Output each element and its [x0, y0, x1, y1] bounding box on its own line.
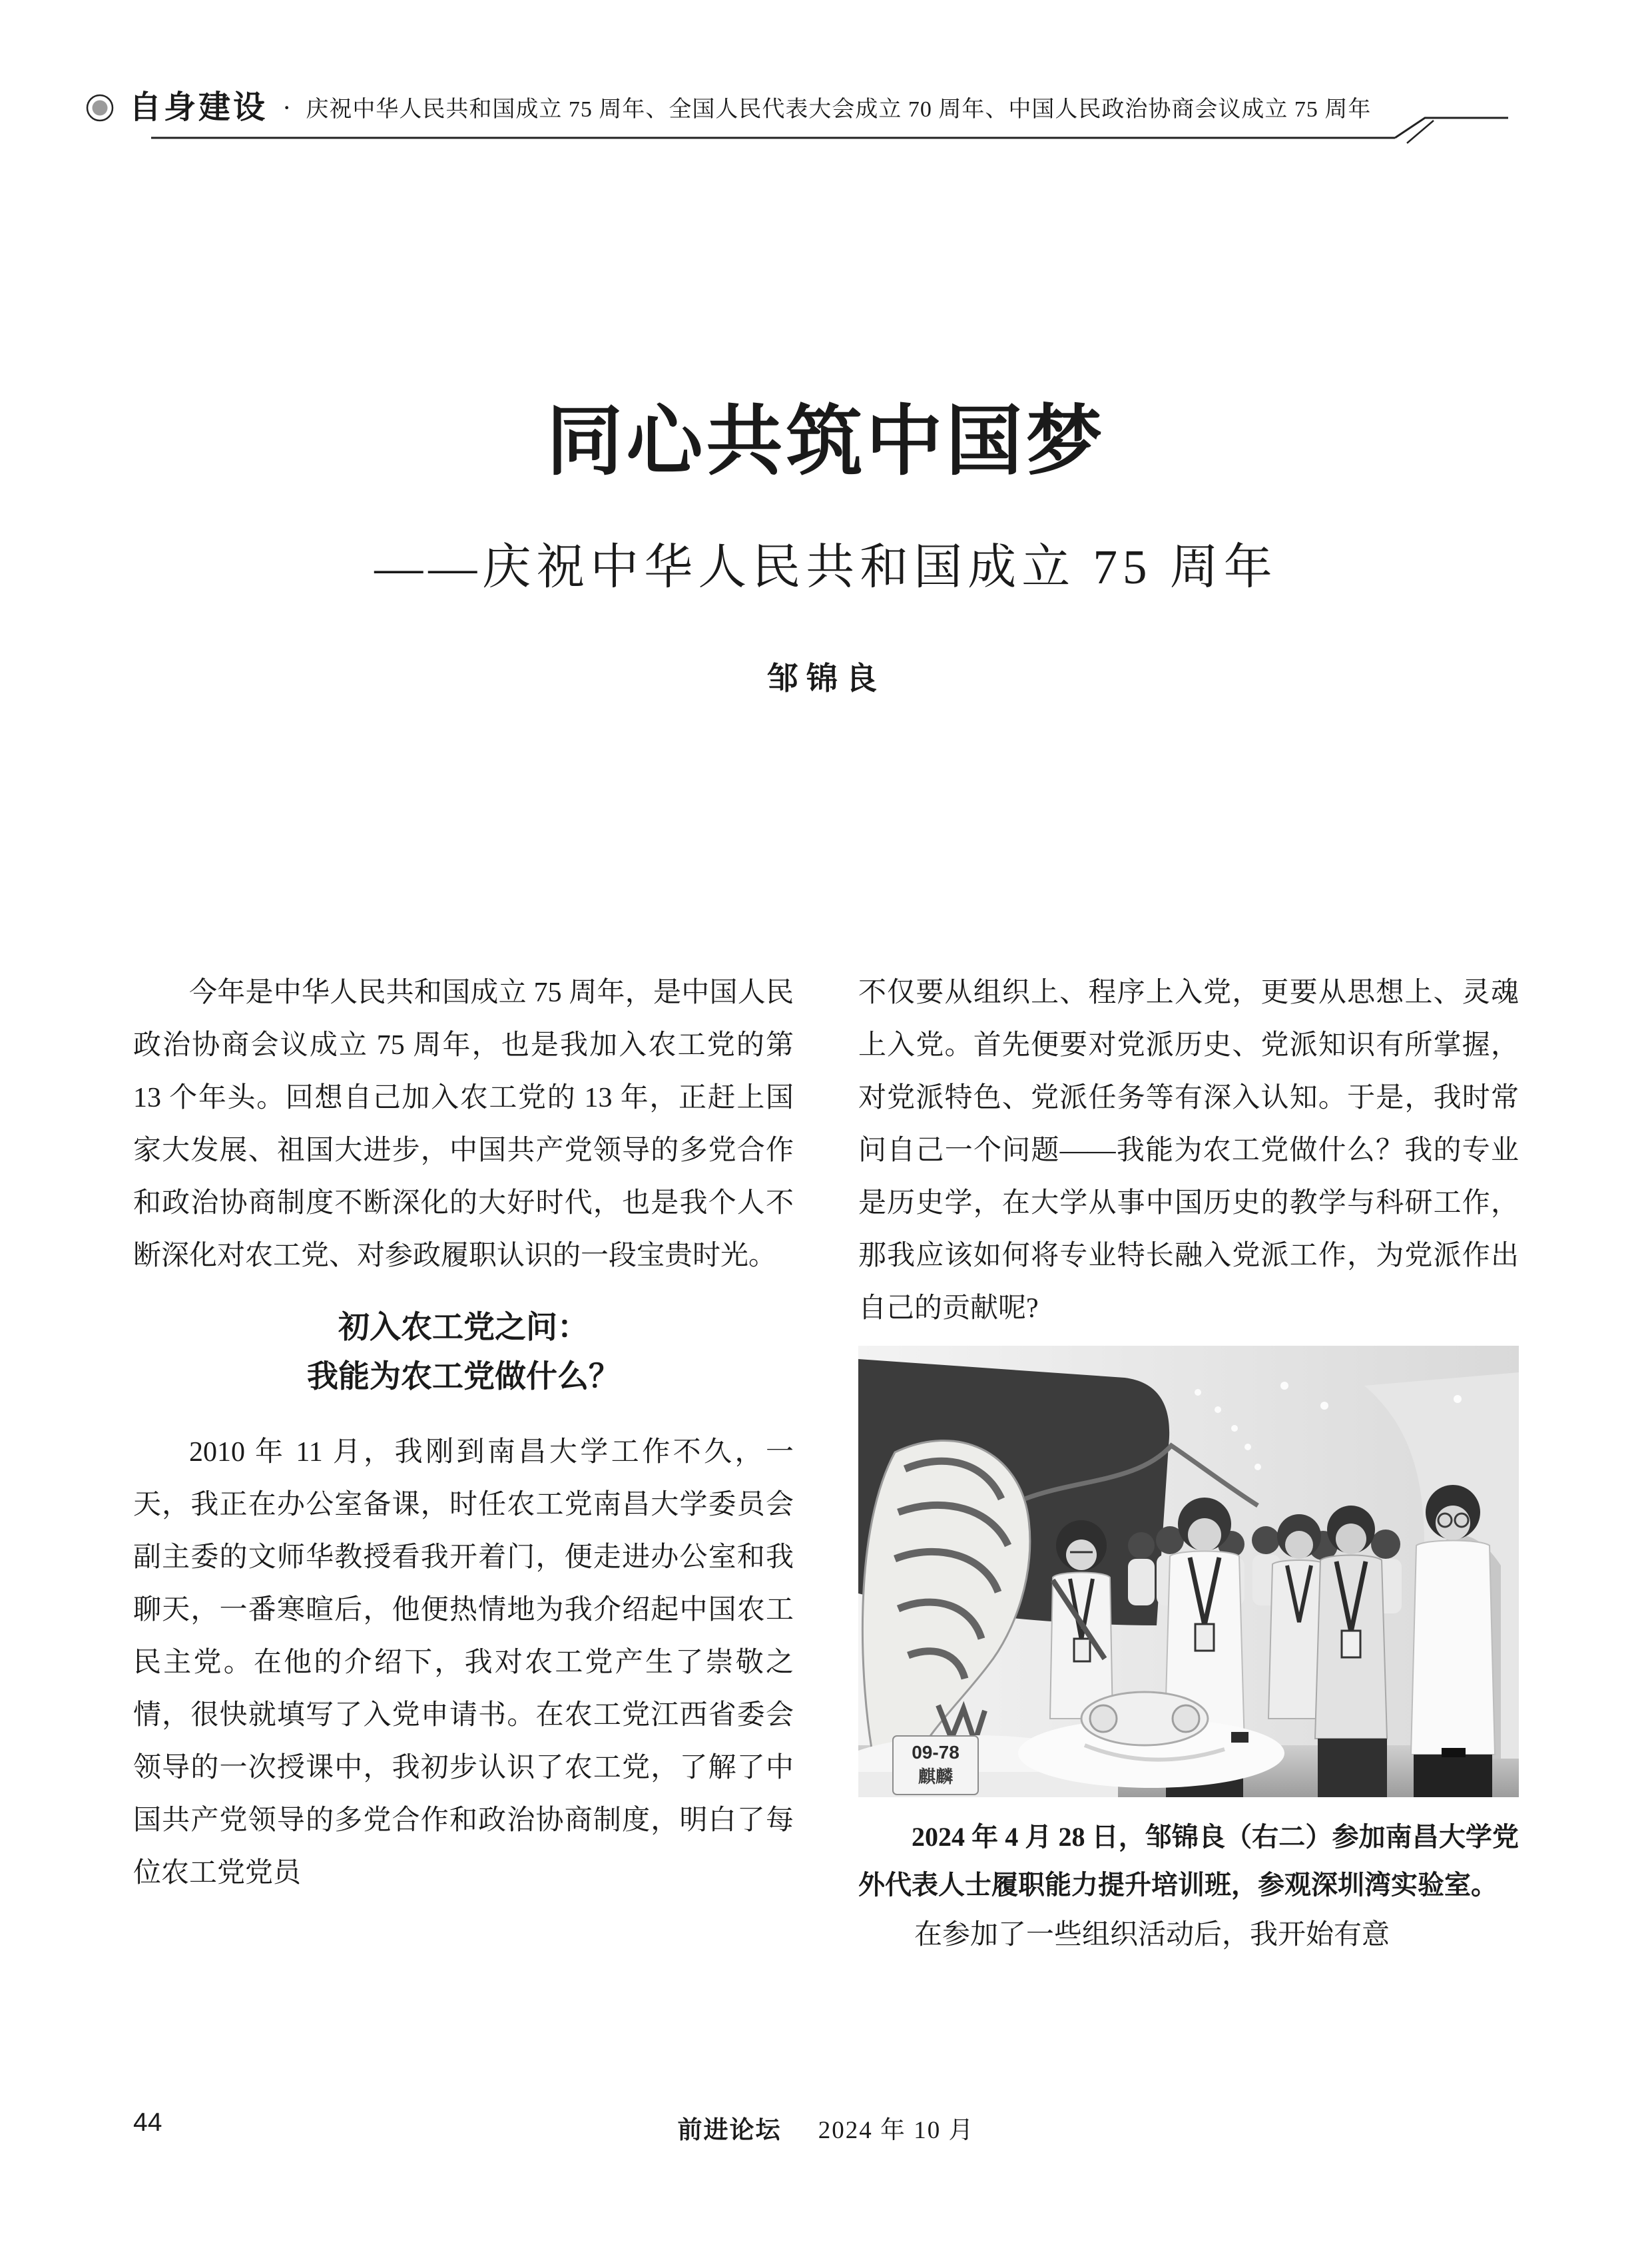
section-heading — [133, 1302, 794, 1401]
header-theme-text: 庆祝中华人民共和国成立 75 周年、全国人民代表大会成立 70 周年、中国人民政治协商会议成立 75 周年 — [306, 97, 1372, 122]
article-title: 同心共筑中国梦 — [546, 399, 1106, 484]
issue-date: 2024 年 10 月 — [818, 2117, 975, 2144]
body-paragraph: 今年是中华人民共和国成立 75 周年，是中国人民政治协商会议成立 75 周年，也是我加入农工党的第 13 个年头。回想自己加入农工党的 13 年，正赶上国家大发展、祖国大进步，中国共产党领导的多党合作和政治协商制度不断深化的大好时代，也是我个人不断深化对农工党、对参政履职认识的一段宝贵时光。 — [133, 978, 794, 1271]
left-column — [133, 967, 794, 1900]
body-paragraph: 在参加了一些组织活动后，我开始有意 — [914, 1920, 1390, 1950]
right-column — [858, 967, 1519, 1962]
bullseye-icon — [85, 93, 115, 123]
footer — [0, 2109, 1652, 2145]
photo-caption: 2024 年 4 月 28 日，邹锦良（右二）参加南昌大学党外代表人士履职能力提升培训班，参观深圳湾实验室。 — [858, 1822, 1519, 1900]
header-separator: · — [282, 93, 292, 123]
article-photo-illustration — [858, 1346, 1519, 1797]
article-photo — [858, 1346, 1519, 1797]
header-rule — [146, 113, 1519, 148]
section-label: 自身建设 — [129, 90, 268, 125]
article-author: 邹锦良 — [767, 661, 885, 696]
article-subtitle: ——庆祝中华人民共和国成立 75 周年 — [374, 540, 1278, 594]
journal-name: 前进论坛 — [677, 2116, 782, 2143]
section-heading-line1: 初入农工党之问： — [338, 1309, 589, 1344]
exhibit-label-number: 09-78 — [912, 1742, 960, 1763]
section-heading-line2: 我能为农工党做什么？ — [307, 1358, 620, 1394]
body-paragraph: 2010 年 11 月，我刚到南昌大学工作不久，一天，我正在办公室备课，时任农工党南昌大学委员会副主委的文师华教授看我开着门，便走进办公室和我聊天，一番寒暄后，他便热情地为我介绍起中国农工民主党。在他的介绍下，我对农工党产生了崇敬之情，很快就填写了入党申请书。在农工党江西省委会领导的一次授课中，我初步认识了农工党，了解了中国共产党领导的多党合作和政治协商制度，明白了每位农工党党员 — [133, 1437, 794, 1888]
person-figure — [1050, 1520, 1113, 1719]
body-paragraph: 不仅要从组织上、程序上入党，更要从思想上、灵魂上入党。首先便要对党派历史、党派知识有所掌握，对党派特色、党派任务等有深入认知。于是，我时常问自己一个问题——我能为农工党做什么？我的专业是历史学，在大学从事中国历史的教学与科研工作，那我应该如何将专业特长融入党派工作，为党派作出自己的贡献呢? — [858, 978, 1519, 1324]
page-number: 44 — [133, 2108, 162, 2137]
exhibit-label-name: 麒麟 — [918, 1767, 954, 1787]
